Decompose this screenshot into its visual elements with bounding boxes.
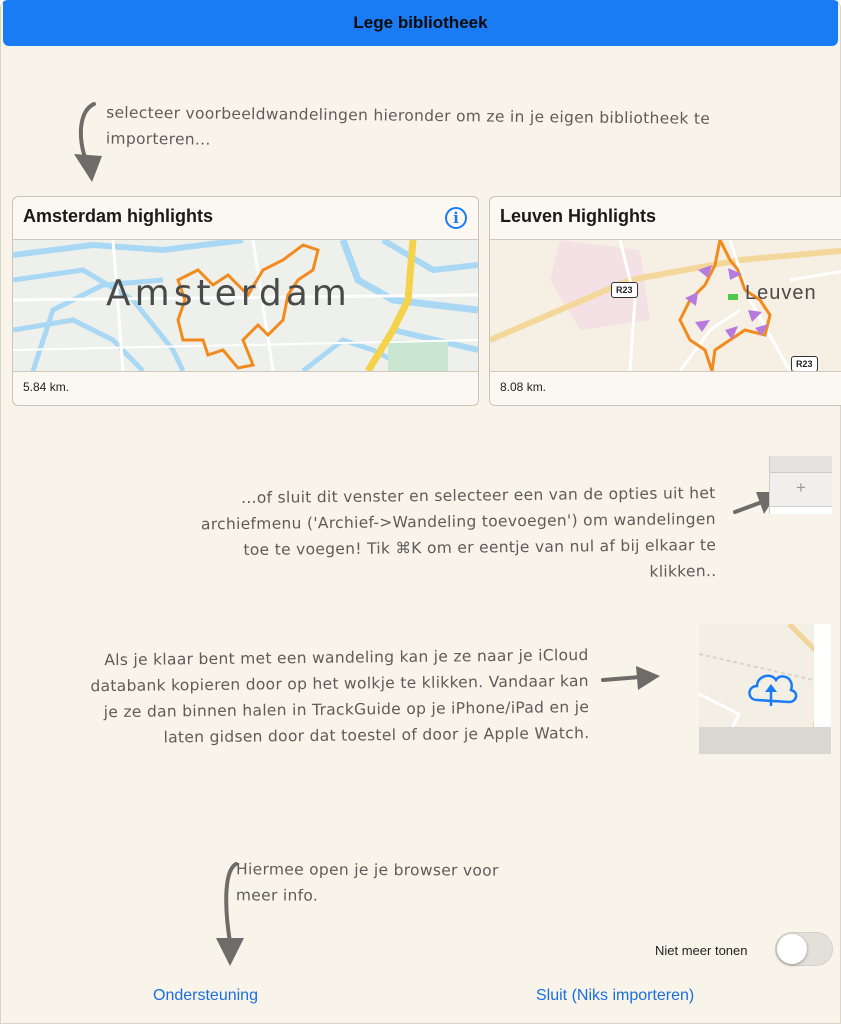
leuven-map-graphic xyxy=(490,240,841,371)
walk-card-leuven[interactable] xyxy=(489,196,841,406)
close-no-import-button[interactable]: Sluit (Niks importeren) xyxy=(536,987,695,1004)
walk-map-leuven xyxy=(490,239,841,372)
browser-hint: Hiermee open je je browser voor meer info. xyxy=(235,860,499,905)
walk-distance: 8.08 km. xyxy=(500,380,547,394)
walk-title: Leuven Highlights xyxy=(500,206,657,226)
walk-map-amsterdam xyxy=(13,239,478,372)
arrow-right-icon xyxy=(600,664,662,692)
select-samples-hint: selecteer voorbeeldwandelingen hieronder om ze in je eigen bibliotheek te importeren... xyxy=(105,103,711,149)
map-city-label: Leuven xyxy=(745,282,817,304)
road-sign-r23-bottom: R23 xyxy=(791,356,818,372)
window-title: Lege bibliotheek xyxy=(353,13,488,32)
window-title-bar xyxy=(3,0,838,46)
icloud-thumbnail xyxy=(699,624,831,754)
support-button[interactable]: Ondersteuning xyxy=(153,987,258,1004)
dont-show-again-label: Niet meer tonen xyxy=(655,943,748,958)
map-city-label: Amsterdam xyxy=(106,273,351,314)
walk-card-amsterdam[interactable] xyxy=(12,196,479,406)
add-button-thumbnail xyxy=(769,456,832,514)
plus-icon: + xyxy=(796,478,806,497)
road-sign-r23: R23 xyxy=(611,282,638,298)
walk-distance: 5.84 km. xyxy=(23,380,70,394)
dont-show-again-toggle[interactable] xyxy=(775,932,833,966)
info-icon[interactable]: i xyxy=(445,207,467,229)
close-window-hint: ...of sluit dit venster en selecteer een van de opties uit het archiefmenu ('Archief->Wandeling toevoegen') om wandelingen toe te voegen! Tik ⌘K om er eentje van nul af bij elkaar te klikken.. xyxy=(200,484,717,581)
icloud-hint: Als je klaar bent met een wandeling kan je ze naar je iCloud databank kopieren door op het wolkje te klikken. Vandaar kan je ze dan binnen halen in TrackGuide op je iPhone/iPad en je laten gidsen door dat toestel of door je Apple Watch. xyxy=(90,646,590,747)
cloud-upload-icon xyxy=(743,664,799,715)
walk-title: Amsterdam highlights xyxy=(23,206,214,226)
toggle-knob xyxy=(777,934,807,964)
